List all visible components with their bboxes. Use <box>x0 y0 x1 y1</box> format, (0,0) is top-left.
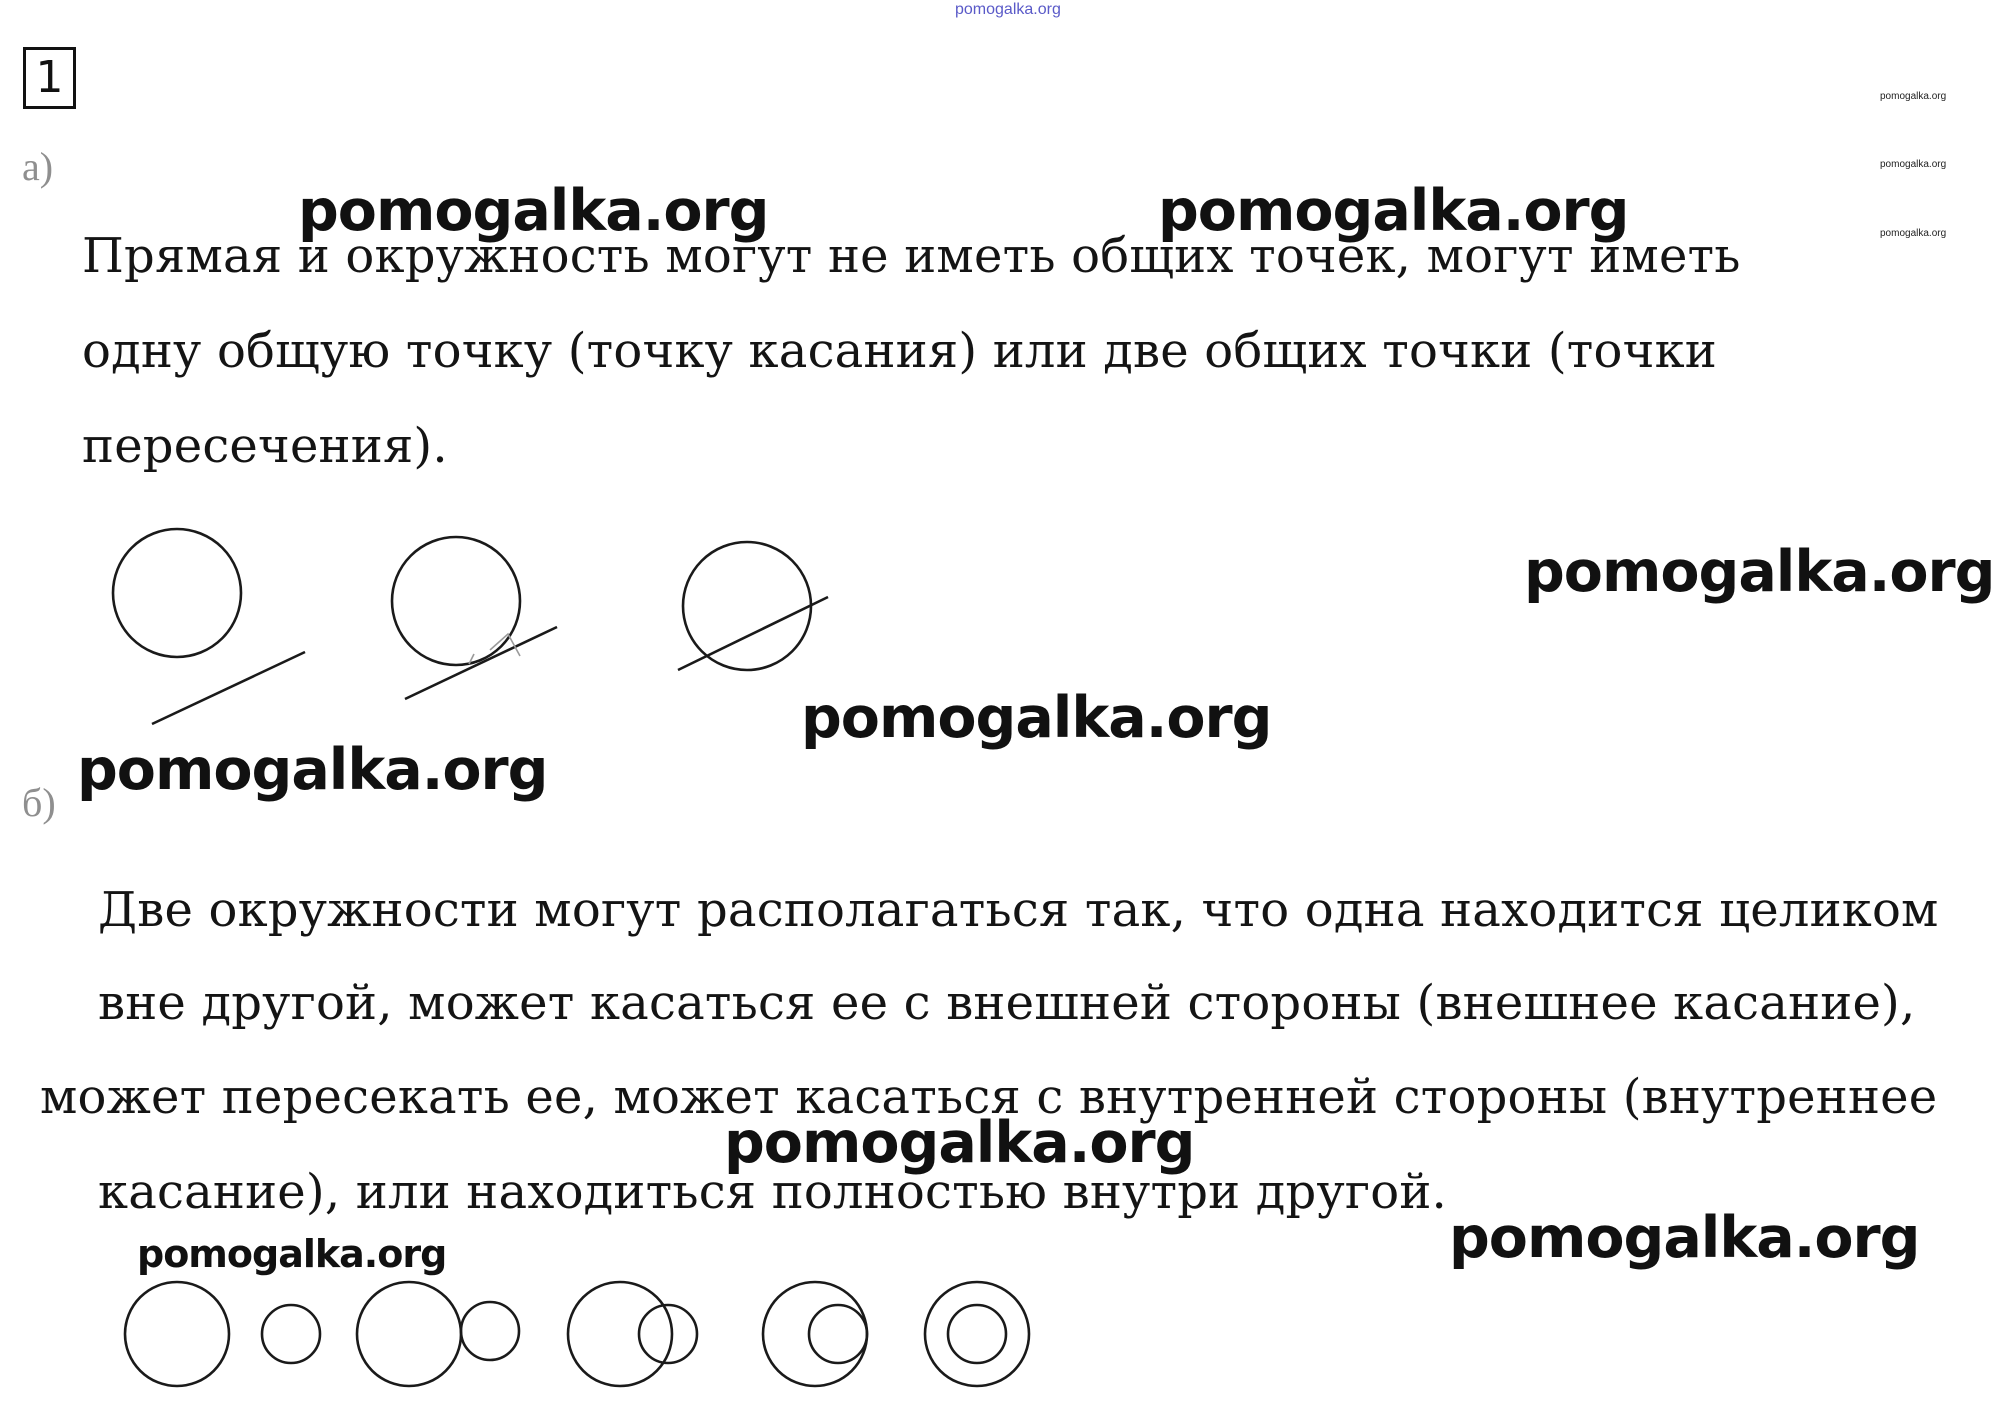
watermark-4: pomogalka.org <box>801 685 1272 751</box>
figure-concentric-inside <box>925 1282 1029 1386</box>
figure-b5-big-circle <box>925 1282 1029 1386</box>
task-number-box: 1 <box>23 47 76 109</box>
figure-b2-big-circle <box>357 1282 461 1386</box>
part-b-line-2: вне другой, может касаться ее с внешней стороны (внешнее касание), <box>98 975 1916 1031</box>
figure-outside <box>125 1282 320 1386</box>
watermark-2: pomogalka.org <box>1158 178 1629 244</box>
part-a-label: а) <box>22 144 54 189</box>
tiny-watermark-3: pomogalka.org <box>1880 228 1947 239</box>
figure-intersecting <box>568 1282 697 1386</box>
figure-external-tangent <box>357 1282 519 1386</box>
part-b-line-1: Две окружности могут располагаться так, что одна находится целиком <box>98 882 1939 938</box>
part-b-line-4: касание), или находиться полностью внутри другой. <box>98 1164 1448 1220</box>
part-b-line-3: может пересекать ее, может касаться с внутренней стороны (внутреннее <box>40 1069 1938 1125</box>
figure-b4-small-circle <box>809 1305 867 1363</box>
figure-b3-big-circle <box>568 1282 672 1386</box>
watermark-5: pomogalka.org <box>77 737 548 803</box>
part-a-line-1: Прямая и окружность могут не иметь общих точек, могут иметь <box>82 228 1741 284</box>
watermark-3: pomogalka.org <box>1524 539 1995 605</box>
part-a-line-2: одну общую точку (точку касания) или две общих точки (точки <box>82 323 1717 379</box>
header-watermark: pomogalka.org <box>955 1 1061 18</box>
figure-b4-big-circle <box>763 1282 867 1386</box>
figure-b2-small-circle <box>461 1302 519 1360</box>
figure-b1-big-circle <box>125 1282 229 1386</box>
tiny-watermark-2: pomogalka.org <box>1880 159 1947 170</box>
part-a-line-3: пересечения). <box>82 418 448 474</box>
figure-b1-small-circle <box>262 1305 320 1363</box>
watermark-8: pomogalka.org <box>137 1232 447 1276</box>
part-b-label: б) <box>22 780 56 825</box>
watermark-1: pomogalka.org <box>298 178 769 244</box>
watermark-6: pomogalka.org <box>724 1110 1195 1176</box>
tiny-watermark-1: pomogalka.org <box>1880 91 1947 102</box>
figure-b5-small-circle <box>948 1305 1006 1363</box>
watermark-7: pomogalka.org <box>1449 1205 1920 1271</box>
figure-internal-tangent <box>763 1282 867 1386</box>
